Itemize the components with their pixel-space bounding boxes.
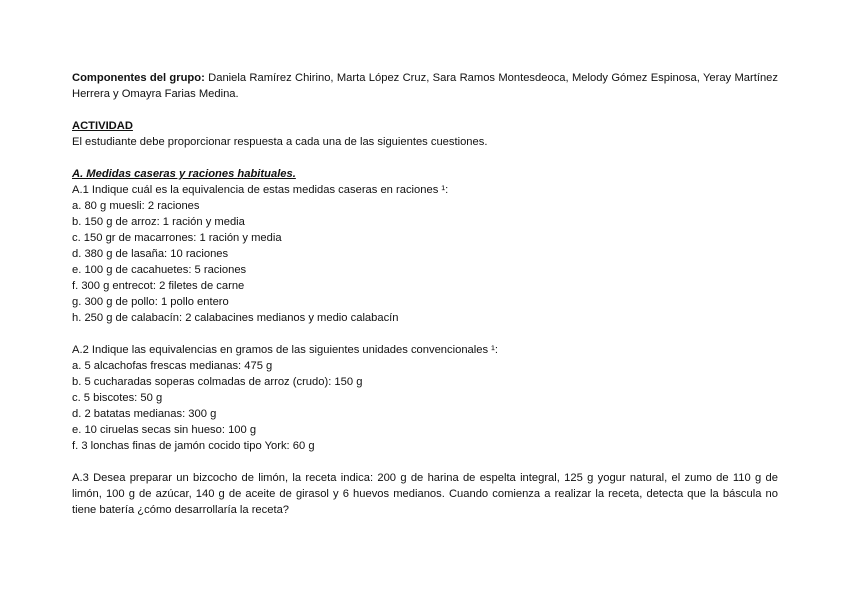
list-item: a. 80 g muesli: 2 raciones [72, 200, 200, 212]
section-a-heading: A. Medidas caseras y raciones habituales. [72, 168, 296, 180]
list-item: c. 150 gr de macarrones: 1 ración y media [72, 232, 282, 244]
list-item: c. 5 biscotes: 50 g [72, 392, 163, 404]
group-label: Componentes del grupo: [72, 72, 205, 84]
list-item: g. 300 g de pollo: 1 pollo entero [72, 296, 229, 308]
list-item: f. 300 g entrecot: 2 filetes de carne [72, 280, 245, 292]
list-item: b. 150 g de arroz: 1 ración y media [72, 216, 245, 228]
list-item: b. 5 cucharadas soperas colmadas de arroz (crudo): 150 g [72, 376, 363, 388]
list-item: d. 380 g de lasaña: 10 raciones [72, 248, 229, 260]
question-a3-prompt: A.3 Desea preparar un bizcocho de limón, la receta indica: 200 g de harina de espelta integral, 125 g yogur natural, el zumo de 110 g de limón, 100 g de azúcar, 140 g de aceite de girasol y 6 huevos medianos. Cuando comienza a realizar la receta, detecta que la báscula no tiene batería ¿cómo desarrollaría la receta? [72, 472, 778, 516]
question-a1-prompt: A.1 Indique cuál es la equivalencia de estas medidas caseras en raciones ¹: [72, 184, 449, 196]
question-a2-answers [72, 358, 778, 454]
list-item: h. 250 g de calabacín: 2 calabacines medianos y medio calabacín [72, 312, 399, 324]
group-members-paragraph [72, 70, 778, 102]
activity-heading: ACTIVIDAD [72, 120, 133, 132]
group-members: Daniela Ramírez Chirino, Marta López Cruz, Sara Ramos Montesdeoca, Melody Gómez Espinosa, Yeray Martínez Herrera y Omayra Farias Medina. [72, 72, 778, 100]
list-item: e. 10 ciruelas secas sin hueso: 100 g [72, 424, 257, 436]
list-item: f. 3 lonchas finas de jamón cocido tipo York: 60 g [72, 440, 315, 452]
list-item: a. 5 alcachofas frescas medianas: 475 g [72, 360, 273, 372]
activity-intro: El estudiante debe proporcionar respuesta a cada una de las siguientes cuestiones. [72, 136, 488, 148]
question-a1-answers [72, 198, 778, 326]
question-a2-prompt: A.2 Indique las equivalencias en gramos de las siguientes unidades convencionales ¹: [72, 344, 499, 356]
document-page [72, 70, 778, 518]
list-item: e. 100 g de cacahuetes: 5 raciones [72, 264, 247, 276]
list-item: d. 2 batatas medianas: 300 g [72, 408, 217, 420]
